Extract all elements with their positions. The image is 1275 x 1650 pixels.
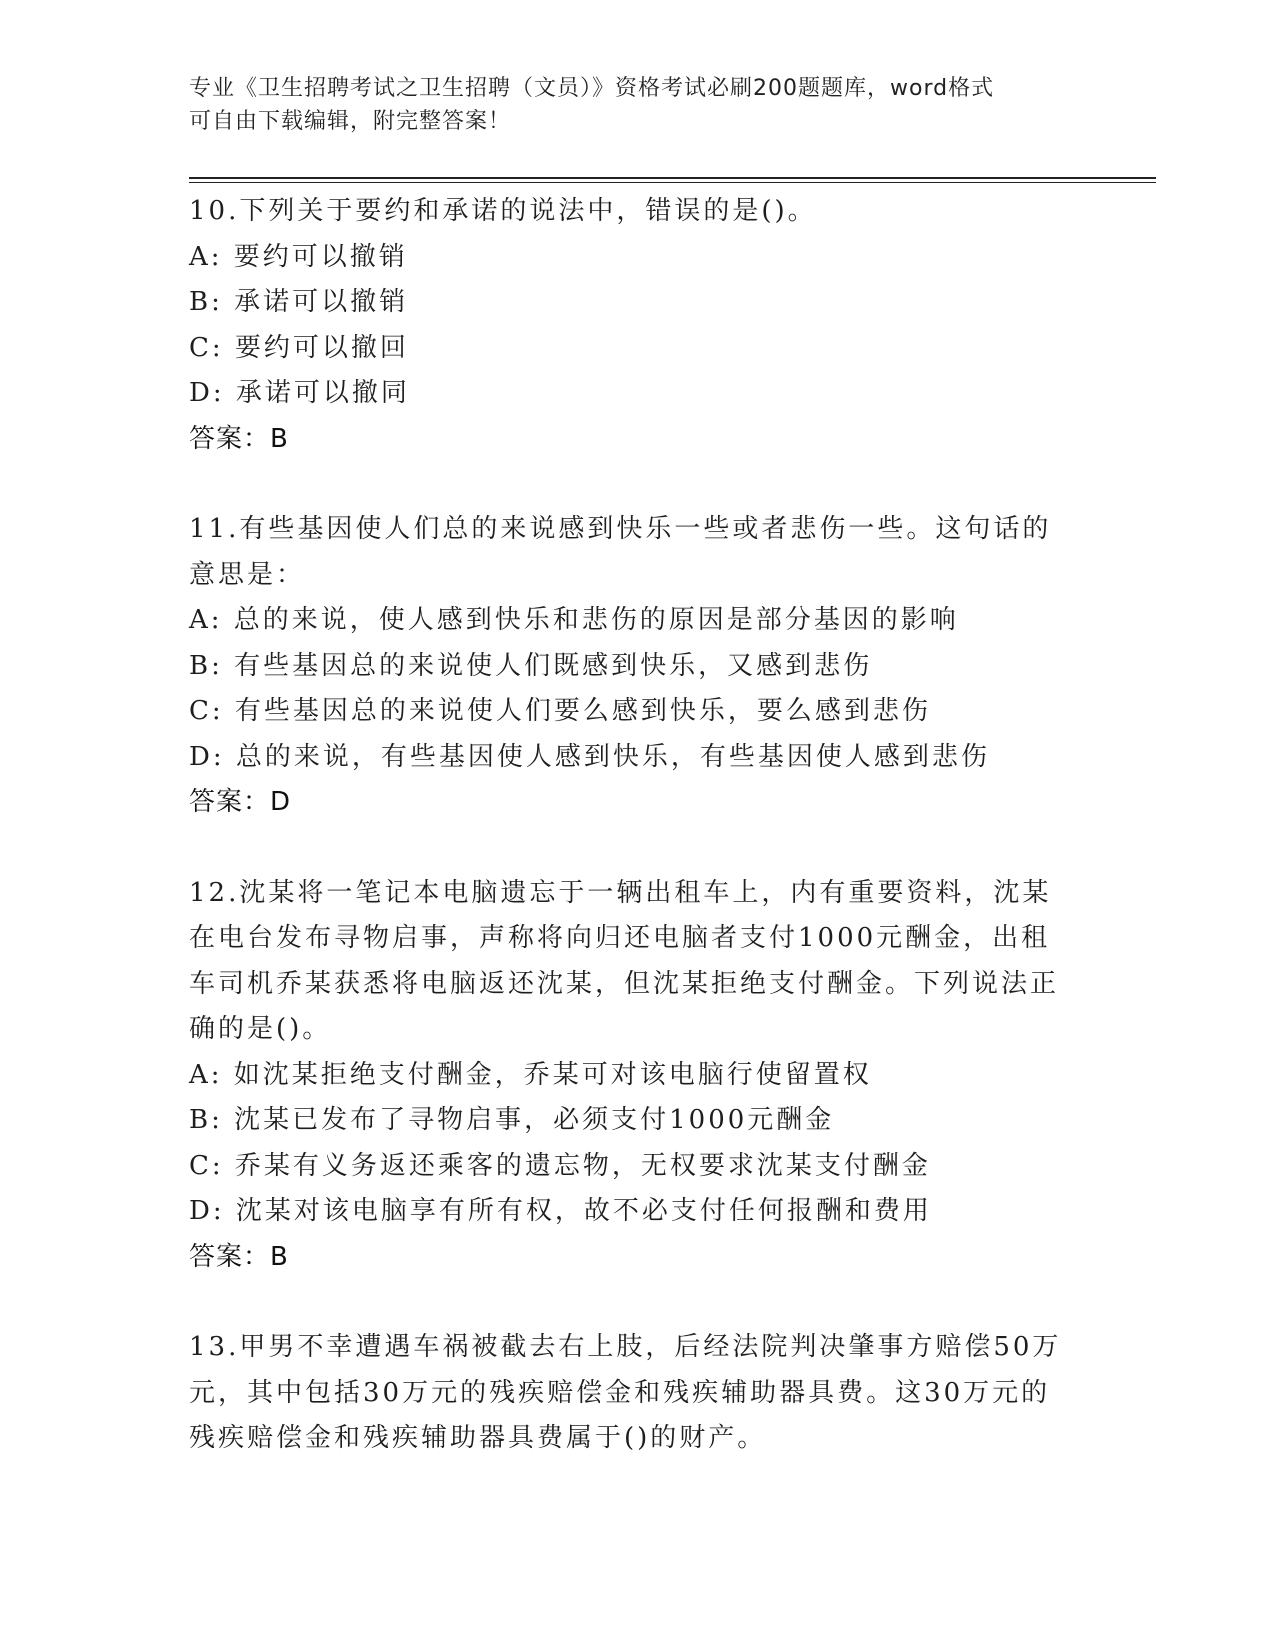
question-stem: 12.沈某将一笔记本电脑遗忘于一辆出租车上，内有重要资料，沈某在电台发布寻物启事，声称将向归还电脑者支付1000元酬金，出租车司机乔某获悉将电脑返还沈某，但沈某拒绝支付酬金。下列说法正确的是()。: [189, 877, 1060, 1044]
question-stem: 11.有些基因使人们总的来说感到快乐一些或者悲伤一些。这句话的意思是：: [189, 514, 1052, 590]
header-divider-thin: [189, 182, 1156, 183]
option-d: D: 总的来说，有些基因使人感到快乐，有些基因使人感到悲伤: [189, 741, 990, 772]
header-line-2: 可自由下载编辑，附完整答案！: [189, 109, 512, 134]
answer-line: 答案：B: [189, 1241, 289, 1272]
option-b: B: 承诺可以撤销: [189, 287, 409, 317]
option-a: A: 如沈某拒绝支付酬金，乔某可对该电脑行使留置权: [189, 1059, 872, 1090]
question-stem: 13.甲男不幸遭遇车祸被截去右上肢，后经法院判决肇事方赔偿50万元，其中包括30万元的残疾赔偿金和残疾辅助器具费。这30万元的残疾赔偿金和残疾辅助器具费属于()的财产。: [189, 1332, 1062, 1453]
option-a: A: 总的来说，使人感到快乐和悲伤的原因是部分基因的影响: [189, 605, 959, 635]
header-line-1: 专业《卫生招聘考试之卫生招聘（文员）》资格考试必刷200题题库，word格式: [189, 76, 995, 101]
question-13: [189, 1325, 1079, 1462]
document-header: [189, 72, 1069, 138]
question-12: [189, 871, 1079, 1281]
option-d: D: 沈某对该电脑享有所有权，故不必支付任何报酬和费用: [189, 1196, 932, 1226]
option-d: D: 承诺可以撤同: [189, 378, 410, 408]
question-stem: 10.下列关于要约和承诺的说法中，错误的是()。: [189, 196, 817, 226]
option-c: C: 有些基因总的来说使人们要么感到快乐，要么感到悲伤: [189, 696, 931, 726]
question-list: [189, 189, 1079, 1507]
answer-line: 答案：B: [189, 423, 289, 454]
question-10: [189, 189, 1079, 462]
option-c: C: 要约可以撤回: [189, 332, 409, 363]
answer-line: 答案：D: [189, 787, 292, 817]
option-c: C: 乔某有义务返还乘客的遗忘物，无权要求沈某支付酬金: [189, 1150, 931, 1181]
option-b: B: 有些基因总的来说使人们既感到快乐，又感到悲伤: [189, 650, 873, 681]
question-11: [189, 507, 1079, 826]
option-b: B: 沈某已发布了寻物启事，必须支付1000元酬金: [189, 1105, 835, 1135]
header-divider-thick: [189, 177, 1156, 179]
option-a: A: 要约可以撤销: [189, 241, 408, 272]
